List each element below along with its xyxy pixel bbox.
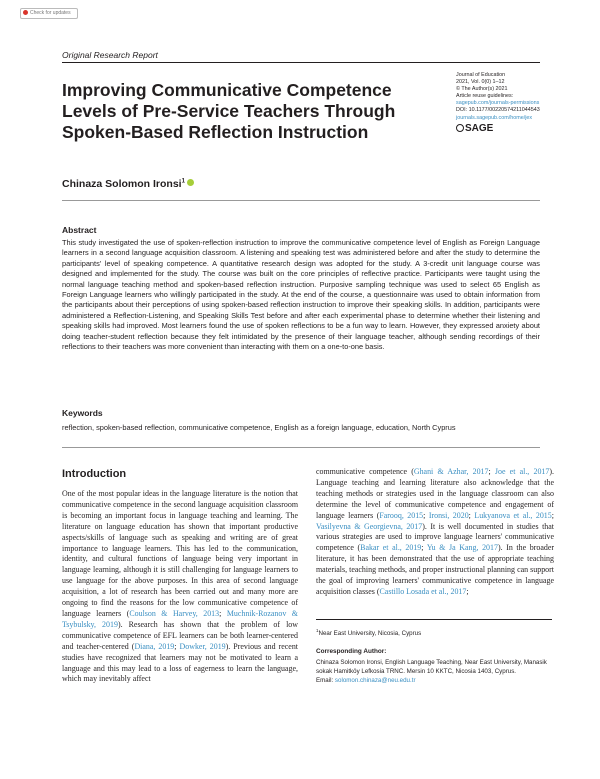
citation-link[interactable]: Castillo Losada et al., 2017 [379, 586, 467, 596]
citation-link[interactable]: Dowker, 2019 [179, 641, 226, 651]
citation-link[interactable]: Muchnik-Rozanov & Tsybulsky, 2019 [62, 608, 298, 629]
citation-link[interactable]: Bakar et al., 2019 [360, 543, 422, 553]
orcid-icon[interactable] [187, 179, 194, 186]
citation-link[interactable]: Farooq, 2015 [379, 510, 424, 520]
citation-link[interactable]: Lukyanova et al., 2015 [474, 510, 552, 520]
journal-issue: 2021, Vol. 0(0) 1–12 [456, 79, 505, 86]
sage-logo-icon [456, 124, 464, 132]
corresponding-address: Chinaza Solomon Ironsi, English Language Teaching, Near East University, Manasik sokak Hamitköy Lefkosia TRNC. Mersin 10 KKTC, Nicosia 1403, Cyprus. [316, 659, 547, 676]
check-for-updates-badge[interactable]: Check for updates [20, 8, 78, 19]
article-title: Improving Communicative Competence Levels of Pre-Service Teachers Through Spoken-Based Reflection Instruction [62, 80, 396, 142]
body-text: ). It is well documented in studies that various strategies are used to improve language learners' communicative competence ( [316, 521, 554, 553]
body-text: ; [219, 608, 227, 618]
body-text: ; [423, 510, 429, 520]
doi[interactable]: DOI: 10.1177/00220574211044543 [456, 107, 540, 114]
citation-link[interactable]: Yu & Ja Kang, 2017 [426, 543, 498, 553]
citation-link[interactable]: Joe et al., 2017 [494, 467, 550, 476]
citation-link[interactable]: Diana, 2019 [134, 641, 175, 651]
keywords-text: reflection, spoken-based reflection, communicative competence, English as a foreign language, education, North Cyprus [62, 423, 456, 432]
citation-link[interactable]: Ironsi, 2020 [428, 510, 469, 520]
citation-link[interactable]: Ghani & Azhar, 2017 [413, 467, 489, 476]
intro-left-column [62, 489, 298, 685]
article-type: Original Research Report [62, 50, 158, 60]
body-text: ; [466, 586, 469, 596]
abstract-text: This study investigated the use of spoken-reflection instruction to improve the communicative competence level of English as Foreign Language learners in a second language acquisition classroom. A listening and speaking test was administered before and after the study to determine the participants' level of speaking competence. A quantitative research design was adopted for the study. A 3-credit unit language course was designed and implemented for the study. The course was built on the core principles of reflective practice. Participants were taught using the normal language teaching method and spoken-based reflection instruction. Purposive sampling technique was used to select 65 English as Foreign Language learners who willingly participated in the study. At the end of the course, a questionnaire was used to obtain information from the participants about their perceptions of using spoken-based reflection instruction to improve their speaking skills. In addition, participants were administered a Reflection-Listening, and Speaking Skills Test before and after each experimental phase to determine whether their listening and speaking skills had improved. Most learners found the use of spoken reflections to be a fun way to learn. However, they expressed anxiety about doing teacher-student reflection because they felt intimidated by the presence of their language teacher, although sending recordings of their reflections to their teachers was more convenient than interacting with them on a one-to-one basis. [62, 238, 540, 352]
author-line [62, 178, 194, 190]
body-text: ). Language teaching and learning literature also acknowledge that the teaching methods or strategies used in the language classroom can also determine the level of communicative competence and engagement of language learners ( [316, 467, 554, 520]
abstract-heading: Abstract [62, 225, 97, 235]
sage-logo: SAGE [456, 123, 556, 135]
intro-right-column [316, 467, 554, 598]
divider [62, 447, 540, 448]
footnote-rule [316, 619, 552, 620]
corresponding-author-details [316, 658, 556, 685]
reuse-label: Article reuse guidelines: [456, 93, 514, 100]
body-text: ; [421, 543, 427, 553]
body-text: ; [174, 641, 180, 651]
body-text: One of the most popular ideas in the language literature is the notion that communicative competence in the second language acquisition classroom is becoming an important focus in language teaching and learning. The literature on language education has shown that important productive aspects/skills of language such as speaking and writing are of great importance to language learners. This has led to the communication, identity, and cultural functions of language being very important in language learning, although it is still challenging for language learners to use language for the above purposes. In this area of second language acquisition, a lot of research has been carried out and many more are ongoing to find the reasons for the low communicative competence of language learners ( [62, 489, 298, 618]
body-text: communicative competence ( [316, 467, 414, 476]
author-name: Chinaza Solomon Ironsi [62, 178, 182, 190]
journal-info [456, 72, 556, 135]
email-line [316, 676, 556, 685]
citation-link[interactable]: Vasilyevna & Georgievna, 2017 [316, 521, 423, 531]
email-link[interactable]: solomon.chinaza@neu.edu.tr [334, 677, 416, 685]
body-text: ; [551, 510, 554, 520]
affiliation-footnote [316, 628, 552, 637]
check-updates-icon [23, 10, 28, 15]
introduction-heading: Introduction [62, 468, 127, 480]
permissions-link[interactable]: sagepub.com/journals-permissions [456, 100, 540, 107]
body-text: ; [488, 467, 495, 476]
footnote-marker: 1 [316, 628, 319, 633]
author-affiliation-marker: 1 [181, 178, 185, 185]
corresponding-author-heading: Corresponding Author: [316, 648, 387, 655]
body-text: ). In the broader literature, it has been demonstrated that the use of appropriate teaching materials, teaching methods, and proper instructional planning can support the goal of improving learners' communicative competence in language acquisition classes ( [316, 543, 554, 596]
copyright: © The Author(s) 2021 [456, 86, 508, 93]
divider [62, 200, 540, 201]
body-text: ). Previous and recent studies have recognized that learners may not be motivated to learn a language and this may lead to a loss of eagerness to learn the language, which may inevitably affect [62, 641, 298, 684]
body-text: ; [468, 510, 475, 520]
keywords-heading: Keywords [62, 408, 103, 418]
body-text: ). Research has shown that the problem of low communicative competence of EFL learners can be both learner-centered and teacher-centered ( [62, 619, 299, 651]
journal-name: Journal of Education [456, 72, 506, 78]
email-label: Email: [316, 677, 335, 685]
citation-link[interactable]: Coulson & Harvey, 2013 [129, 608, 220, 618]
journal-home-link[interactable]: journals.sagepub.com/home/jex [456, 114, 533, 121]
affiliation-text: Near East University, Nicosia, Cyprus [318, 630, 422, 638]
header-rule [62, 62, 540, 63]
